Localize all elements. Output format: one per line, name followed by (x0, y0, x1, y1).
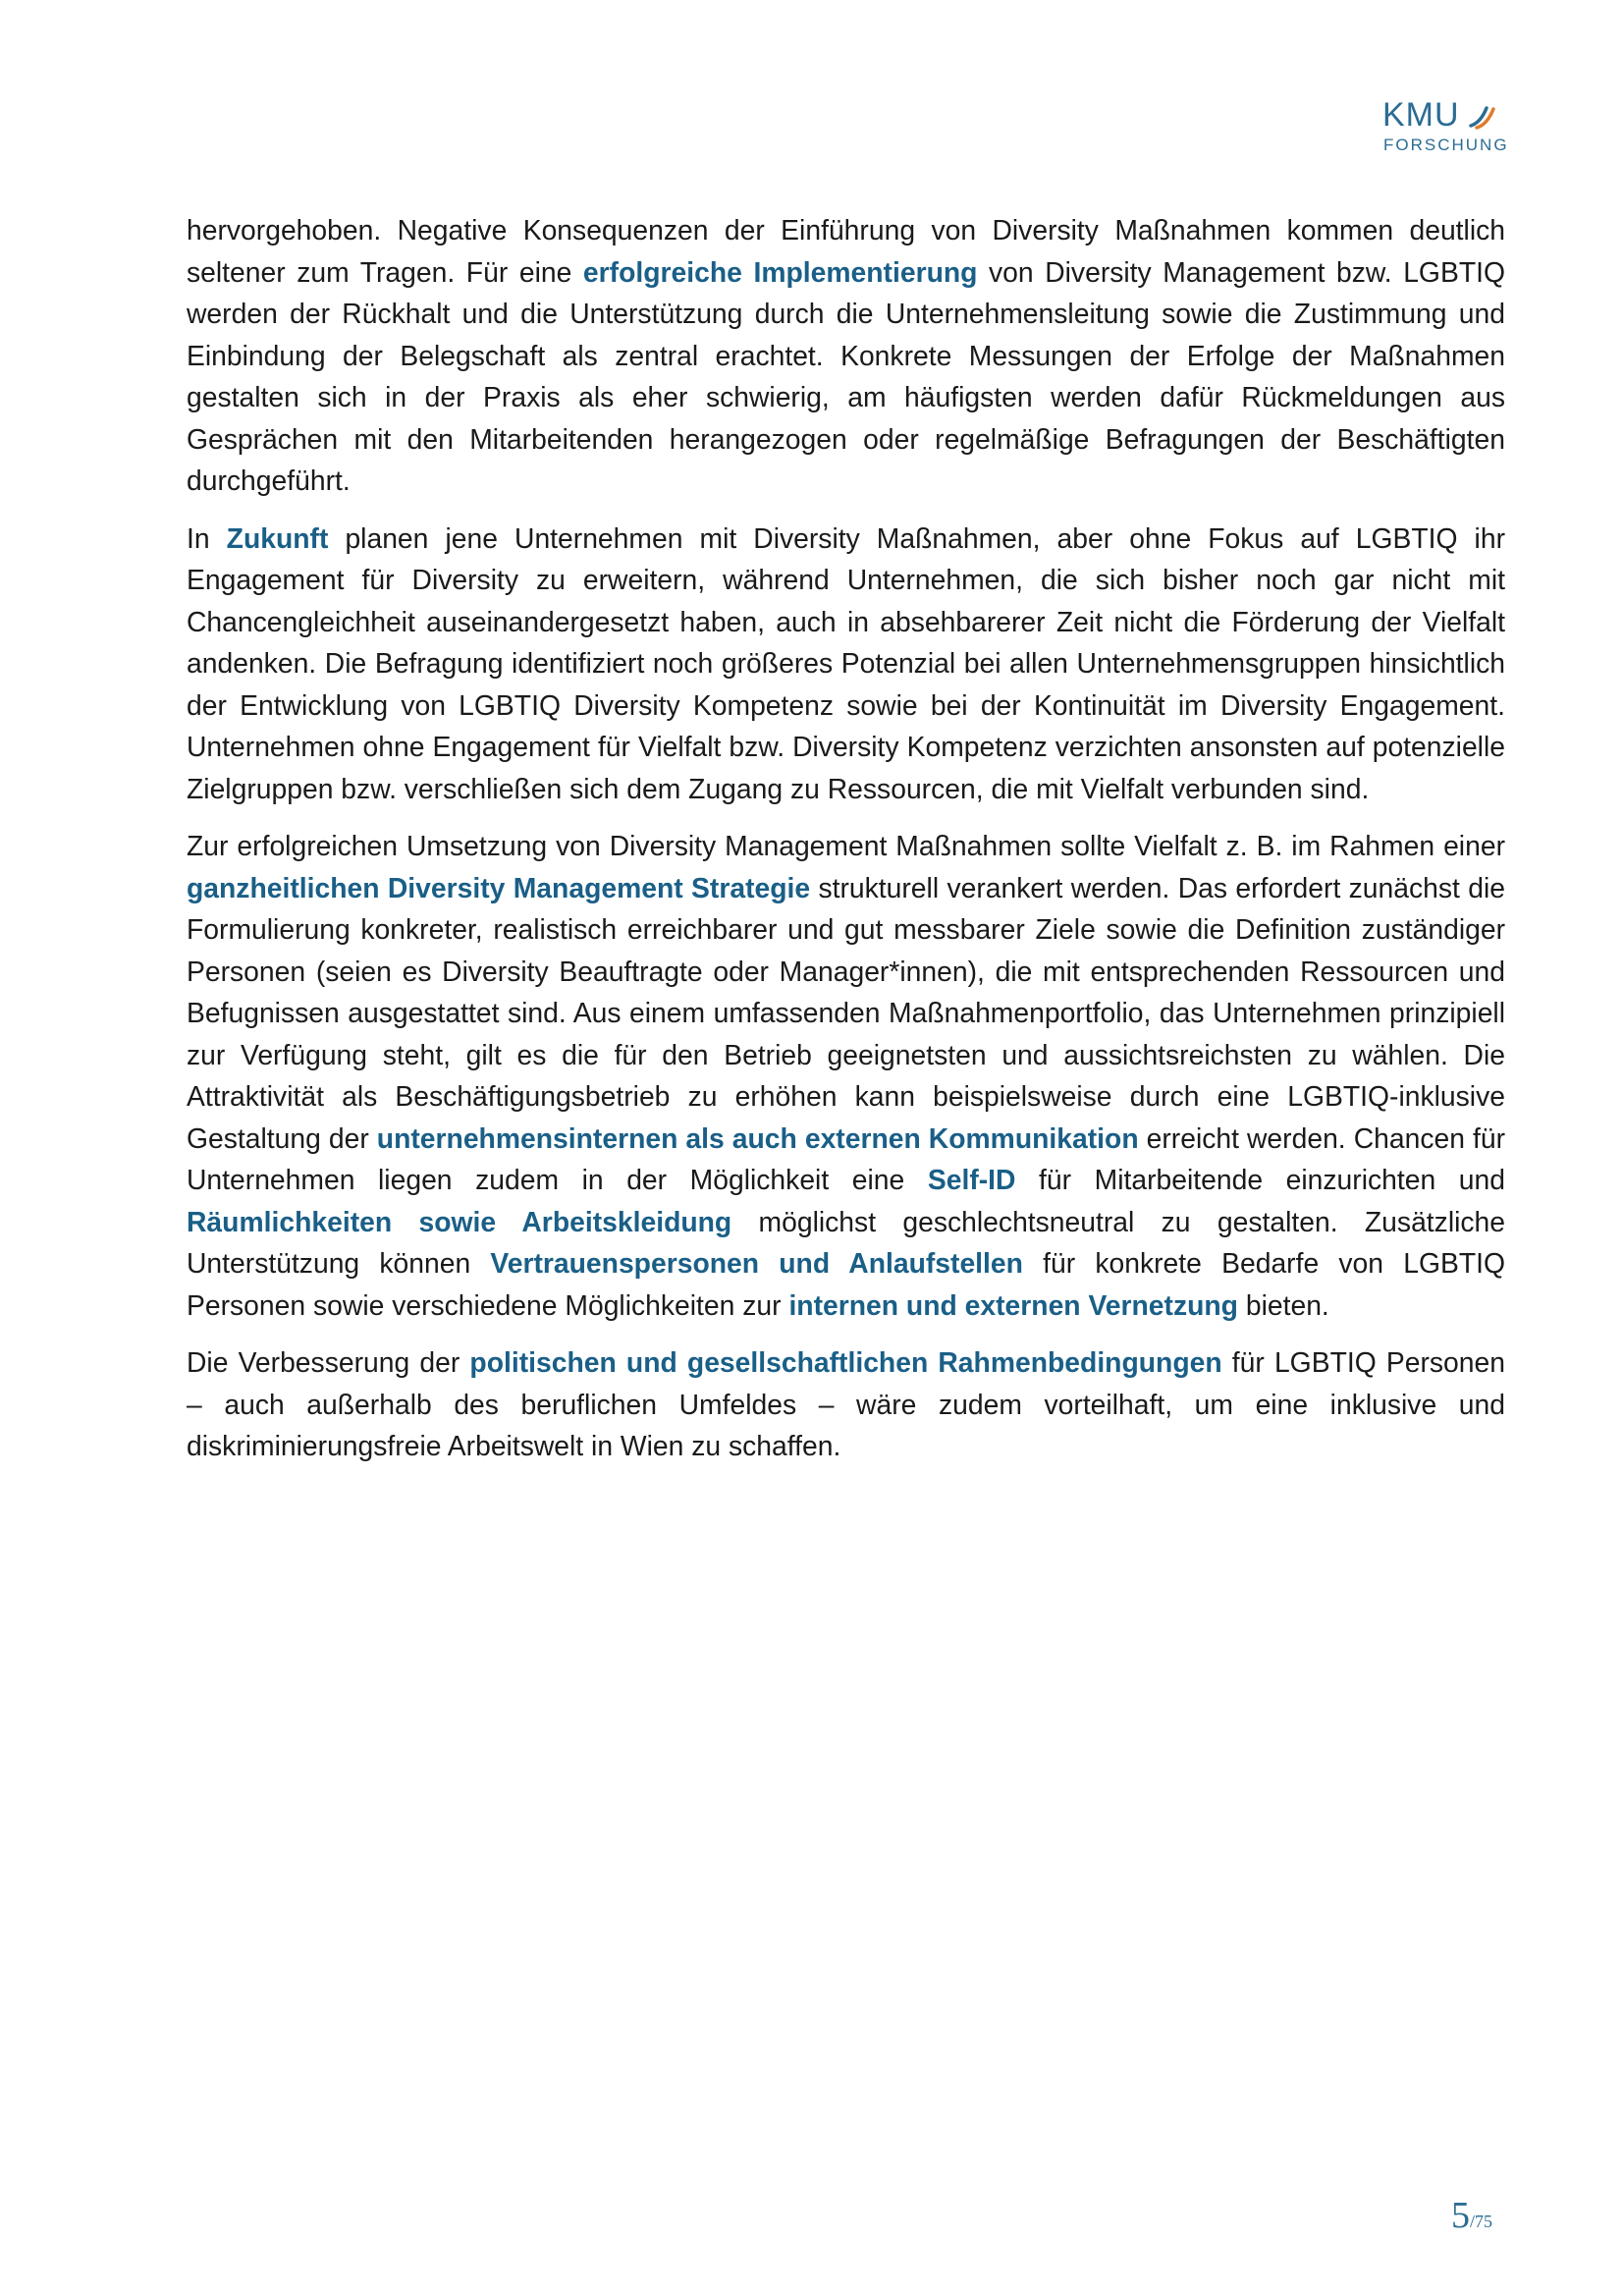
highlighted-term: erfolgreiche Implementierung (582, 255, 978, 288)
text-segment: planen jene Unternehmen mit Diversity Maßnahmen, aber ohne Fokus auf LGBTIQ ihr Engagement für Diversity zu erweitern, während Unternehmen, die sich bisher noch gar nicht mit Chancengleichheit auseinandergesetzt haben, auch in absehbarerer Zeit nicht die Förderung der Vielfalt andenken. Die Befragung identifiziert noch größeres Potenzial bei allen Unternehmensgruppen hinsichtlich der Entwicklung von LGBTIQ Diversity Kompetenz sowie bei der Kontinuität im Diversity Engagement. Unternehmen ohne Engagement für Vielfalt bzw. Diversity Kompetenz verzichten ansonsten auf potenzielle Zielgruppen bzw. verschließen sich dem Zugang zu Ressourcen, die mit Vielfalt verbunden sind. (187, 521, 1505, 804)
text-segment: möglichst geschlechtsneutral zu gestalten. Zusätzliche Unterstützung können (187, 1205, 1506, 1279)
kmu-forschung-logo (1382, 96, 1509, 159)
page-total: /75 (1470, 2212, 1493, 2231)
text-segment: strukturell verankert werden. Das erfordert zunächst die Formulierung konkreter, realistisch erreichbarer und gut messbarer Ziele sowie die Definition zuständiger Personen (seien es Diversity Beauftragte oder Manager*innen), die mit entsprechenden Ressourcen und Befugnissen ausgestattet sind. Aus einem umfassenden Maßnahmenportfolio, das Unternehmen prinzipiell zur Verfügung steht, gilt es die für den Betrieb geeignetsten und aussichtsreichsten zu wählen. Die Attraktivität als Beschäftigungsbetrieb zu erhöhen kann beispielsweise durch eine LGBTIQ-inklusive Gestaltung der (187, 871, 1505, 1154)
text-segment: Zur erfolgreichen Umsetzung von Diversity Management Maßnahmen sollte Vielfalt z. B. im Rahmen einer (187, 830, 1505, 861)
page-current: 5 (1451, 2195, 1470, 2236)
paragraph (187, 1341, 1505, 1467)
highlighted-term: Räumlichkeiten sowie Arbeitskleidung (187, 1205, 732, 1237)
text-segment: bieten. (1237, 1288, 1329, 1321)
logo-subtitle: FORSCHUNG (1383, 136, 1509, 154)
paragraph (187, 209, 1505, 502)
text-segment: Die Verbesserung der (187, 1346, 470, 1378)
page-number (1451, 2196, 1492, 2243)
highlighted-term: Vertrauenspersonen und Anlaufstellen (490, 1247, 1023, 1279)
highlighted-term: ganzheitlichen Diversity Management Strategie (187, 871, 811, 903)
text-segment: hervorgehoben. Negative Konsequenzen der Einführung von Diversity Maßnahmen kommen deutlich seltener zum Tragen. Für eine (187, 214, 1505, 288)
text-segment: erreicht werden. Chancen für Unternehmen liegen zudem in der Möglichkeit eine (187, 1121, 1505, 1195)
text-segment: von Diversity Management bzw. LGBTIQ werden der Rückhalt und die Unterstützung durch die Unternehmensleitung sowie die Zustimmung und Einbindung der Belegschaft als zentral erachtet. Konkrete Messungen der Erfolge der Maßnahmen gestalten sich in der Praxis als eher schwierig, am häufigsten werden dafür Rückmeldungen aus Gesprächen mit den Mitarbeitenden herangezogen oder regelmäßige Befragungen der Beschäftigten durchgeführt. (187, 255, 1505, 496)
highlighted-term: Self-ID (927, 1164, 1016, 1195)
text-segment: für Mitarbeitende einzurichten und (1015, 1164, 1506, 1195)
paragraph (187, 518, 1505, 810)
body-text (187, 209, 1505, 1483)
highlighted-term: Zukunft (226, 521, 329, 554)
highlighted-term: politischen und gesellschaftlichen Rahmenbedingungen (469, 1346, 1222, 1378)
text-segment: In (187, 521, 227, 554)
text-segment: für LGBTIQ Personen – auch außerhalb des beruflichen Umfeldes – wäre zudem vorteilhaft, um eine inklusive und diskriminierungsfreie Arbeitswelt in Wien zu schaffen. (187, 1346, 1505, 1461)
paragraph (187, 825, 1505, 1326)
highlighted-term: internen und externen Vernetzung (788, 1288, 1238, 1321)
highlighted-term: unternehmensinternen als auch externen Kommunikation (376, 1121, 1139, 1154)
logo-wordmark: KMU (1382, 96, 1460, 134)
logo-swoosh-icon (1467, 102, 1496, 132)
text-segment: für konkrete Bedarfe von LGBTIQ Personen sowie verschiedene Möglichkeiten zur (187, 1247, 1506, 1321)
